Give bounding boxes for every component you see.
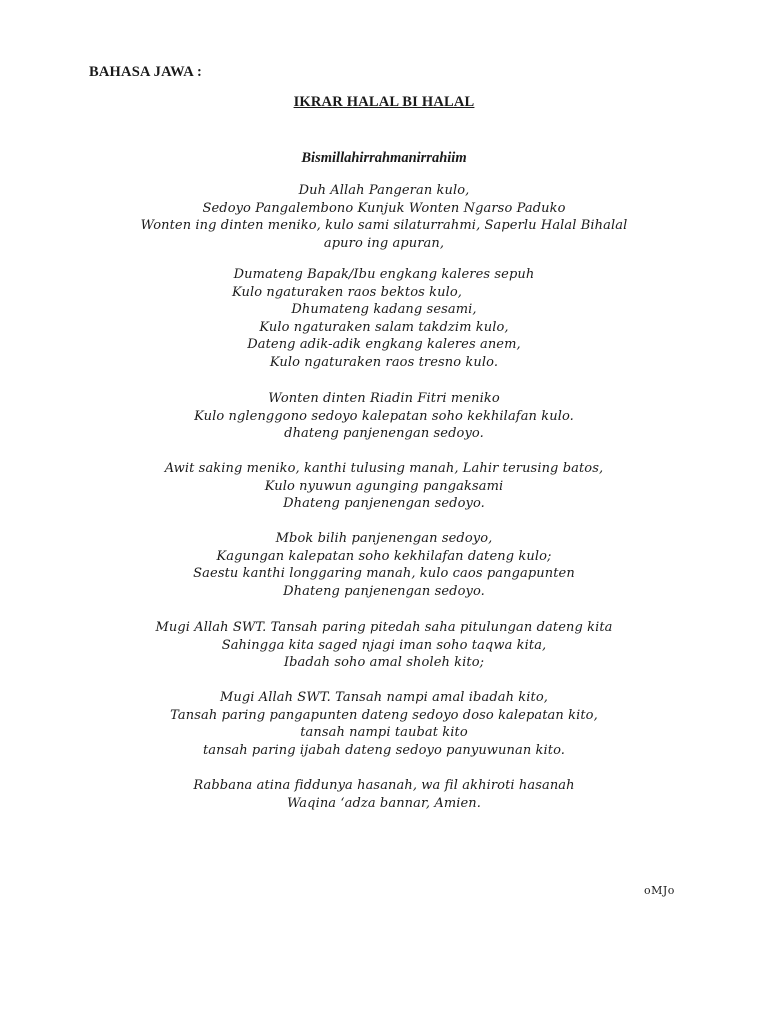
stanza-acceptance-prayer	[0, 689, 768, 759]
verse-line: Mugi Allah SWT. Tansah paring pitedah saha pitulungan dateng kita	[155, 620, 613, 635]
bismillah-line: Bismillahirrahmanirrahiim	[301, 150, 467, 166]
verse-line: Wonten ing dinten meniko, kulo sami silaturrahmi, Saperlu Halal Bihalal	[140, 218, 628, 234]
verse-line: Sedoyo Pangalembono Kunjuk Wonten Ngarso Paduko	[202, 200, 566, 216]
verse-line: Kulo ngaturaken raos bektos kulo,	[231, 284, 462, 300]
stanza-closing-doa	[0, 777, 768, 812]
verse-line: apuro ing apuran,	[323, 235, 445, 251]
verse-line: Waqina ‘adza bannar, Amien.	[286, 795, 482, 811]
verse-line: Tansah paring pangapunten dateng sedoyo doso kalepatan kito,	[170, 707, 598, 723]
stanza-opening-prayer	[0, 182, 768, 252]
verse-line: Rabbana atina fiddunya hasanah, wa fil akhiroti hasanah	[193, 778, 575, 793]
verse-line: Kulo nyuwun agunging pangaksami	[264, 478, 504, 494]
verse-line: Sahingga kita saged njagi iman soho taqwa kita,	[221, 637, 547, 653]
verse-line: Dateng adik-adik engkang kaleres anem,	[247, 337, 521, 353]
verse-line: tansah nampi taubat kito	[300, 725, 468, 741]
stanza-forgiveness-given	[0, 530, 768, 600]
verse-line: Wonten dinten Riadin Fitri meniko	[268, 391, 500, 406]
stanza-guidance-prayer	[0, 619, 768, 672]
verse-line: Duh Allah Pangeran kulo,	[298, 183, 470, 198]
verse-line: Kagungan kalepatan soho kekhilafan dateng kulo;	[216, 548, 552, 564]
verse-line: Awit saking meniko, kanthi tulusing manah, Lahir terusing batos,	[164, 461, 604, 476]
verse-line: Dumateng Bapak/Ibu engkang kaleres sepuh	[233, 267, 535, 282]
stanza-greetings	[0, 266, 768, 372]
verse-line: Dhateng panjenengan sedoyo.	[283, 583, 485, 599]
verse-line: tansah paring ijabah dateng sedoyo panyuwunan kito.	[202, 742, 566, 758]
verse-line: Mugi Allah SWT. Tansah nampi amal ibadah kito,	[219, 690, 549, 705]
verse-line: Kulo ngaturaken raos tresno kulo.	[269, 354, 499, 370]
verse-line: Saestu kanthi longgaring manah, kulo caos pangapunten	[193, 566, 575, 582]
stanza-forgiveness-request	[0, 460, 768, 513]
verse-line: Dhumateng kadang sesami,	[291, 302, 477, 318]
verse-line: Kulo ngaturaken salam takdzim kulo,	[259, 319, 509, 335]
language-heading: BAHASA JAWA :	[89, 64, 202, 80]
verse-line: Ibadah soho amal sholeh kito;	[283, 655, 485, 671]
verse-line: dhateng panjenengan sedoyo.	[284, 426, 484, 442]
verse-line: Mbok bilih panjenengan sedoyo,	[275, 531, 493, 546]
verse-line: Dhateng panjenengan sedoyo.	[283, 496, 485, 512]
verse-line: Kulo nglenggono sedoyo kalepatan soho kekhilafan kulo.	[194, 408, 574, 424]
author-signature: oMJo	[644, 884, 675, 897]
stanza-idul-fitri	[0, 390, 768, 443]
document-title: IKRAR HALAL BI HALAL	[293, 94, 475, 110]
